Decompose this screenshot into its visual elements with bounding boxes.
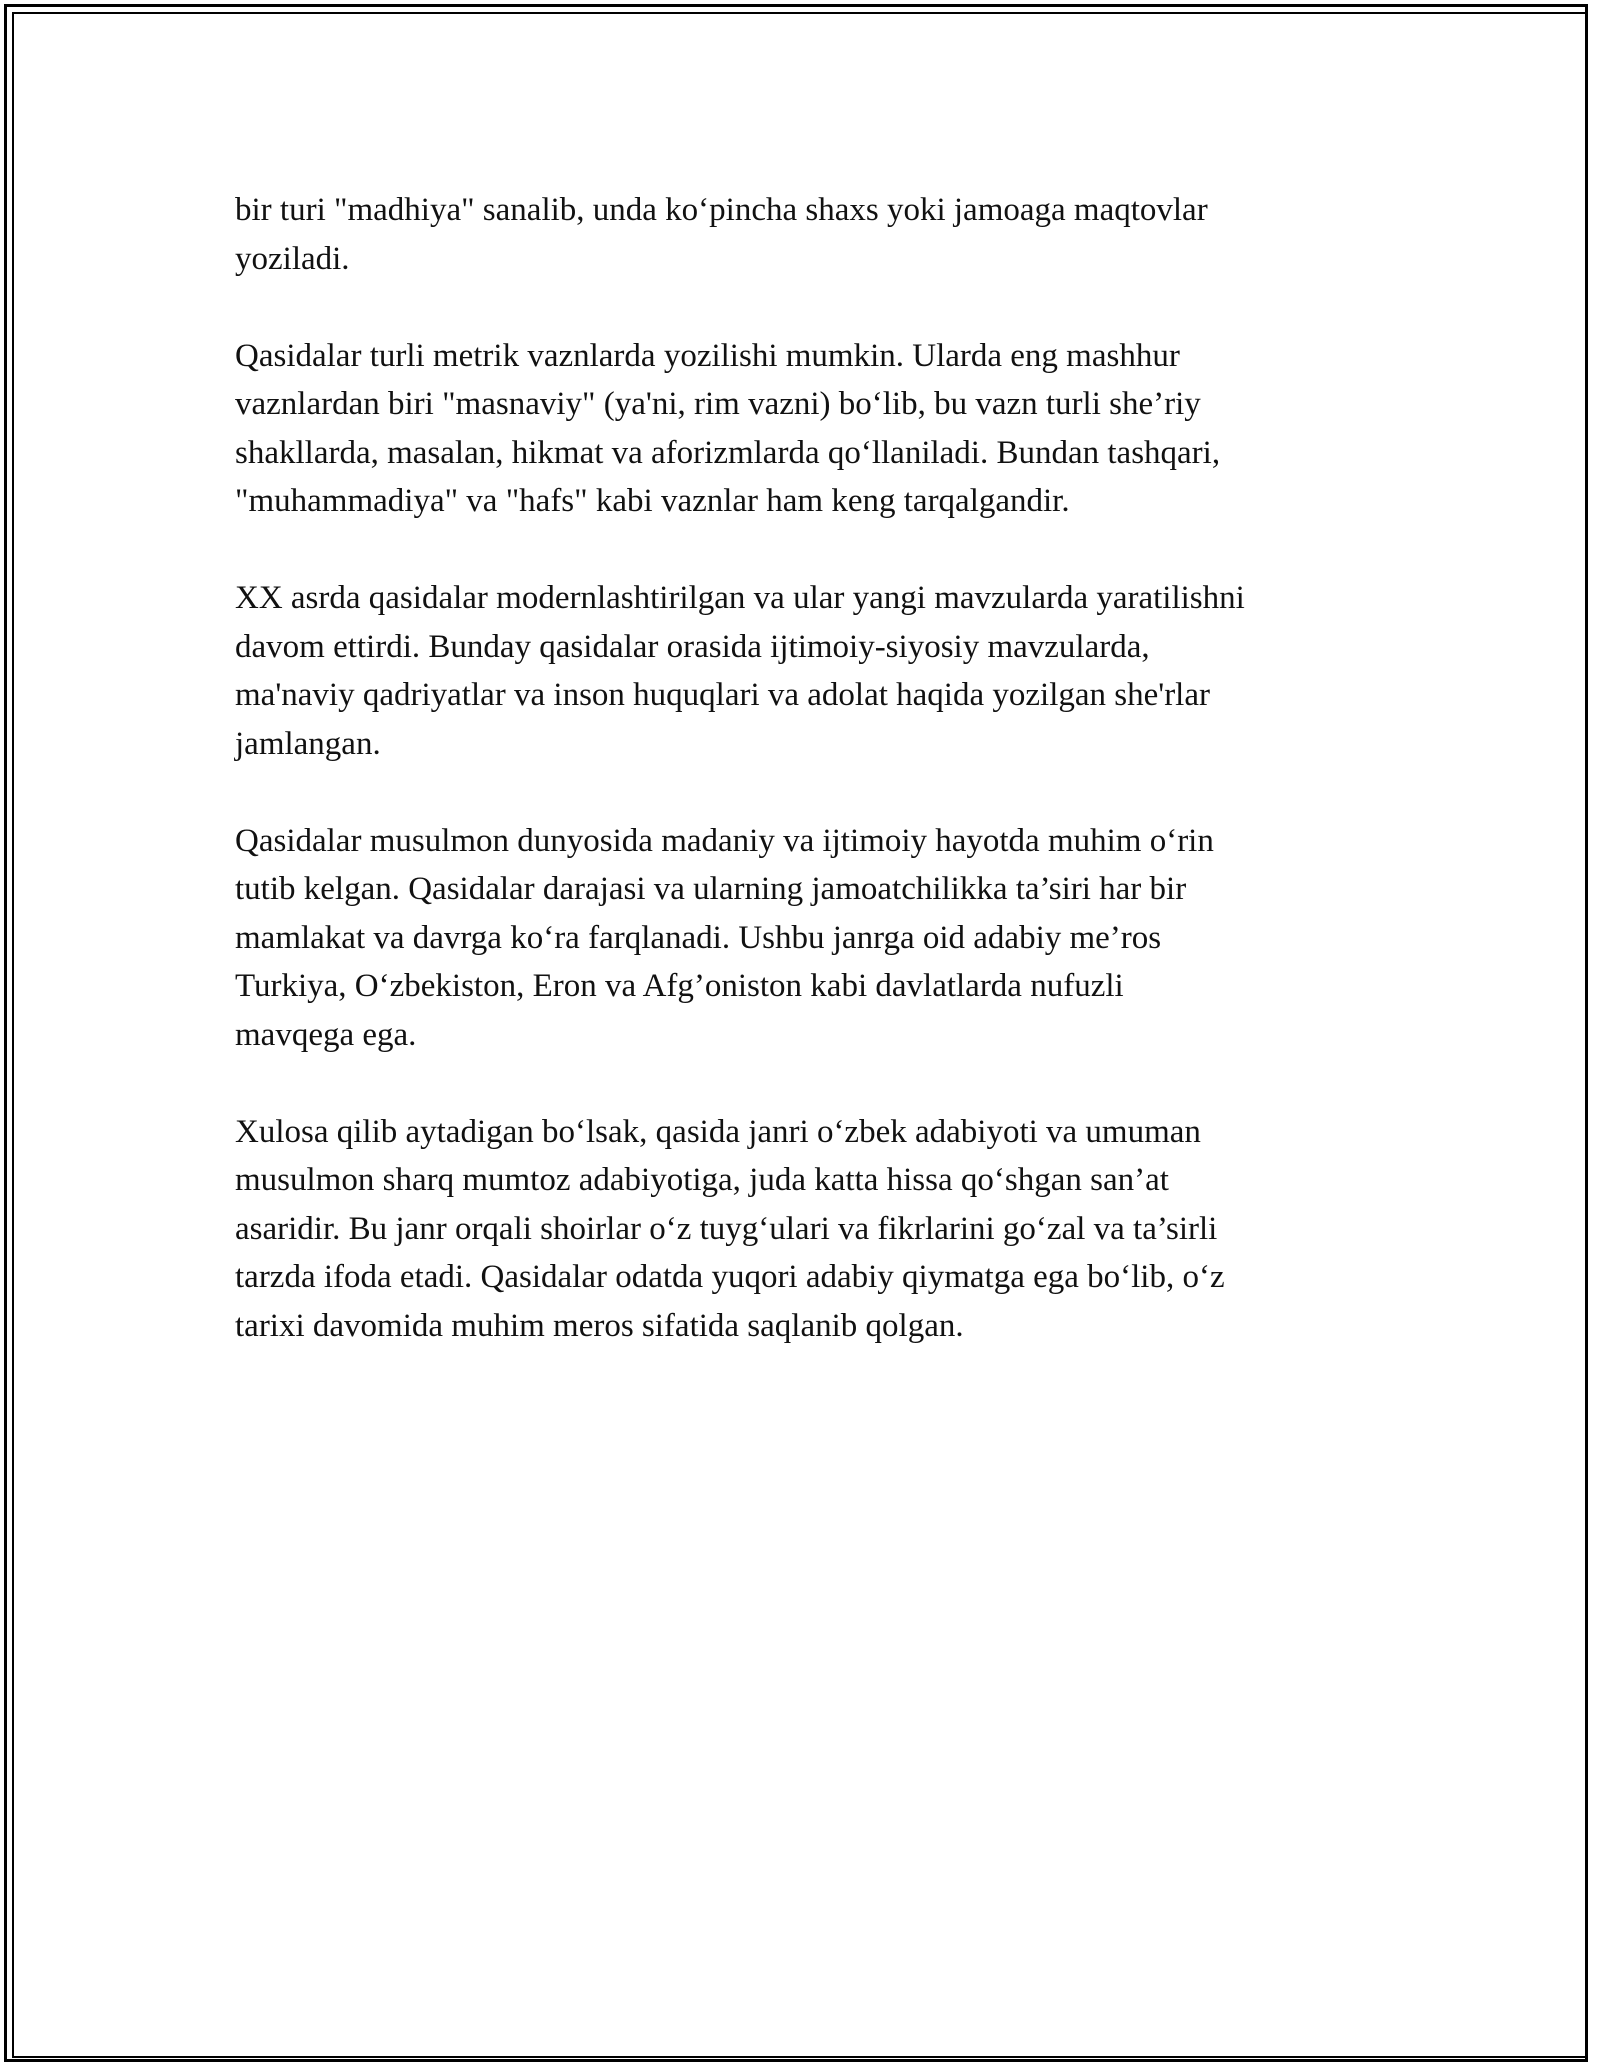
paragraph-musulmon-dunyosi: Qasidalar musulmon dunyosida madaniy va ijtimoiy hayotda muhim o‘rin tutib kelgan. Qasidalar darajasi va ularning jamoatchilikka ta’siri har bir mamlakat va davrga ko‘ra farqlanadi. Ushbu janrga oid adabiy me’ros Turkiya, O‘zbekiston, Eron va Afg’oniston kabi davlatlarda nufuzli mavqega ega. <box>235 822 1214 1053</box>
document-body <box>235 186 1385 1399</box>
paragraph-madhiya: bir turi "madhiya" sanalib, unda ko‘pincha shaxs yoki jamoaga maqtovlar yoziladi. <box>235 192 1208 277</box>
paragraph-metrik-vaznlar: Qasidalar turli metrik vaznlarda yozilishi mumkin. Ularda eng mashhur vaznlardan biri "masnaviy" (ya'ni, rim vazni) bo‘lib, bu vazn turli she’riy shakllarda, masalan, hikmat va aforizmlarda qo‘llaniladi. Bundan tashqari, "muhammadiya" va "hafs" kabi vaznlar ham keng tarqalgandir. <box>235 337 1221 519</box>
paragraph-xx-asr: XX asrda qasidalar modernlashtirilgan va ular yangi mavzularda yaratilishni davom ettirdi. Bunday qasidalar orasida ijtimoiy-siyosiy mavzularda, ma'naviy qadriyatlar va inson huquqlari va adolat haqida yozilgan she'rlar jamlangan. <box>235 580 1245 762</box>
paragraph-xulosa: Xulosa qilib aytadigan bo‘lsak, qasida janri o‘zbek adabiyoti va umuman musulmon sharq mumtoz adabiyotiga, juda katta hissa qo‘shgan san’at asaridir. Bu janr orqali shoirlar o‘z tuyg‘ulari va fikrlarini go‘zal va ta’sirli tarzda ifoda etadi. Qasidalar odatda yuqori adabiy qiymatga ega bo‘lib, o‘z tarixi davomida muhim meros sifatida saqlanib qolgan. <box>235 1113 1225 1344</box>
